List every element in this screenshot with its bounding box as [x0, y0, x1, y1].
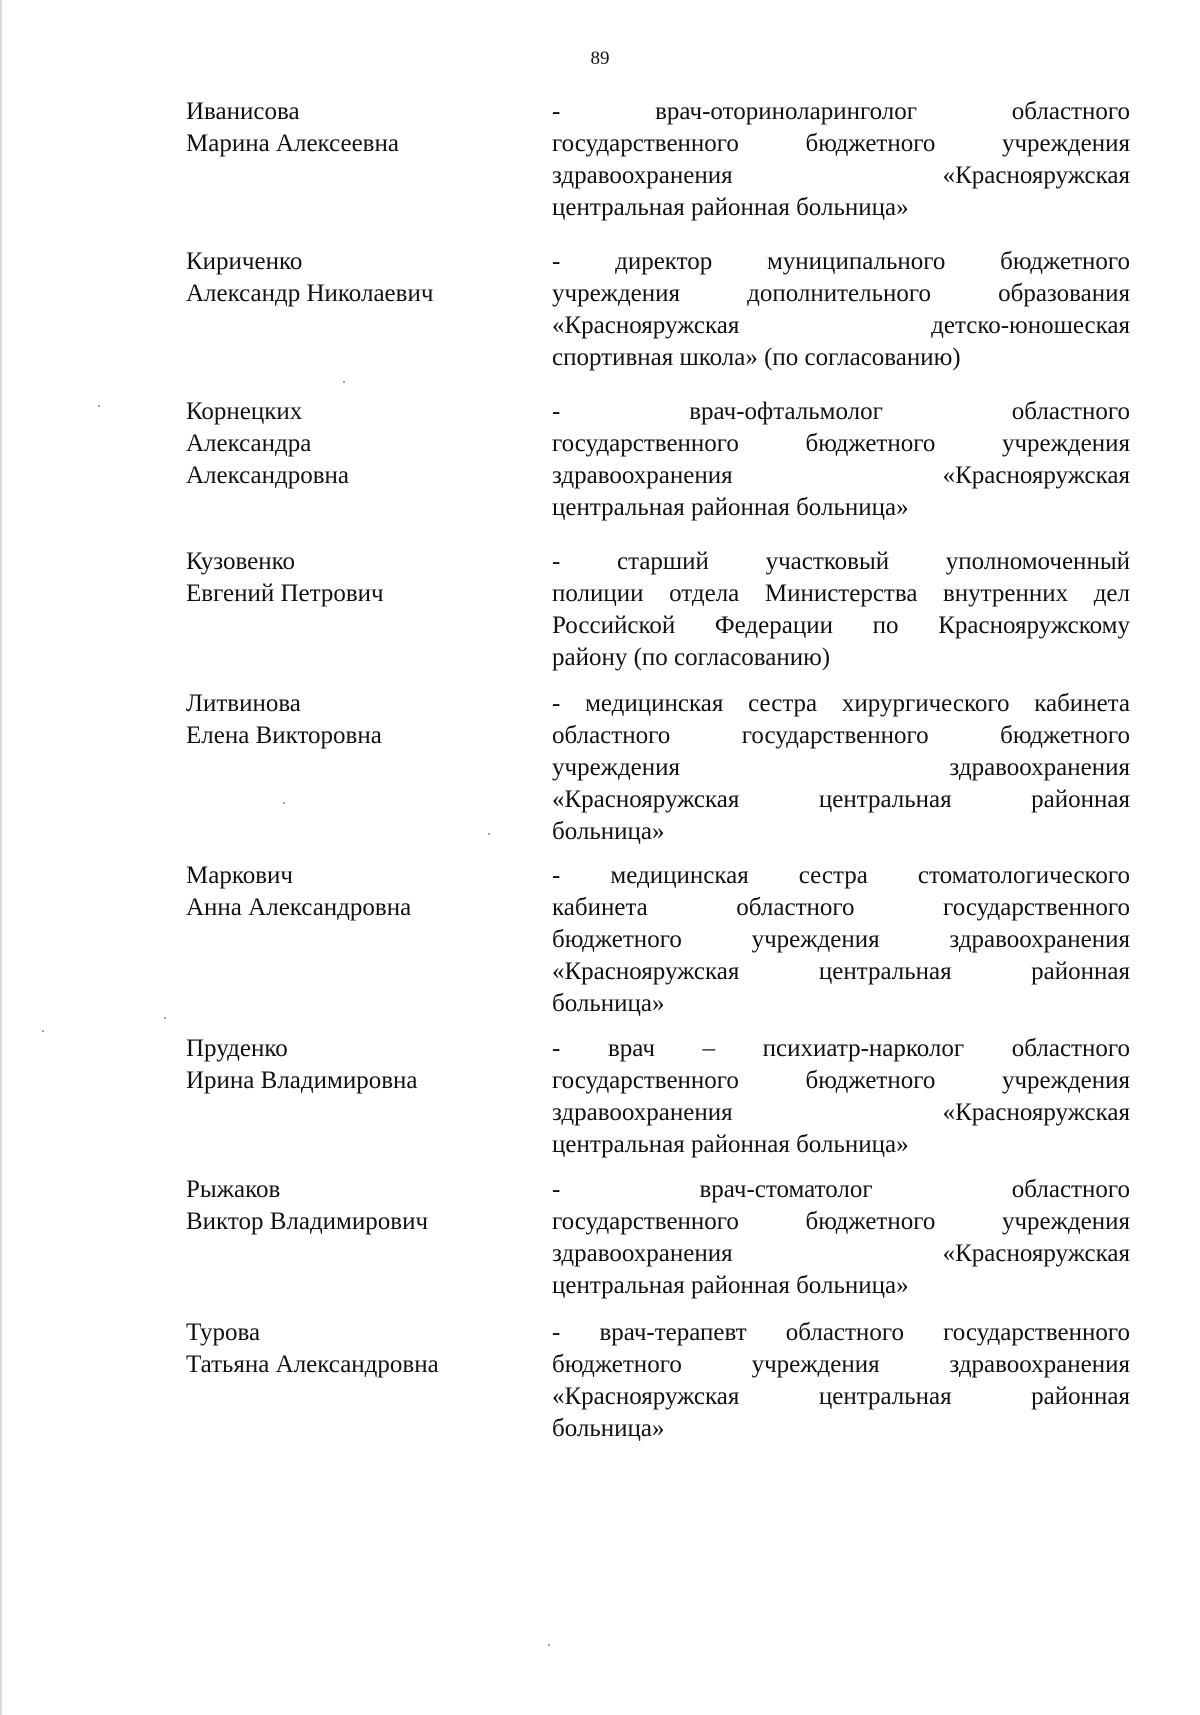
- position-line: здравоохранения «Краснояружская: [552, 1099, 1130, 1126]
- person-name: [186, 96, 526, 160]
- position-line: больница»: [552, 990, 665, 1017]
- position-line: центральная районная больница»: [552, 494, 909, 521]
- position-line: полиции отдела Министерства внутренних дел: [552, 580, 1130, 607]
- position-line: - медицинская сестра хирургического кабинета: [552, 690, 1130, 717]
- surname: Иванисова: [186, 98, 300, 125]
- position-line: - директор муниципального бюджетного: [552, 248, 1130, 275]
- person-position: [552, 688, 1130, 848]
- position-line: центральная районная больница»: [552, 1131, 909, 1158]
- position-line: - старший участковый уполномоченный: [552, 548, 1130, 575]
- position-line: государственного бюджетного учреждения: [552, 1067, 1130, 1094]
- page-number: 89: [590, 48, 610, 69]
- position-line: кабинета областного государственного: [552, 894, 1130, 921]
- position-line: - врач-стоматолог областного: [552, 1176, 1130, 1203]
- person-position: [552, 96, 1130, 224]
- position-line: «Краснояружская центральная районная: [552, 1383, 1130, 1410]
- given-names: Александр Николаевич: [186, 280, 434, 307]
- position-line: больница»: [552, 1415, 665, 1442]
- position-line: «Краснояружская центральная районная: [552, 958, 1130, 985]
- scan-speck: [343, 381, 345, 383]
- surname: Рыжаков: [186, 1176, 281, 1203]
- person-position: [552, 546, 1130, 674]
- person-position: [552, 860, 1130, 1020]
- position-line: здравоохранения «Краснояружская: [552, 1240, 1130, 1267]
- position-line: «Краснояружская центральная районная: [552, 786, 1130, 813]
- position-line: бюджетного учреждения здравоохранения: [552, 926, 1130, 953]
- given-names: Марина Алексеевна: [186, 130, 399, 157]
- scan-speck: [164, 1017, 166, 1019]
- given-names: Евгений Петрович: [186, 580, 384, 607]
- given-names: Елена Викторовна: [186, 722, 382, 749]
- person-position: [552, 396, 1130, 524]
- position-line: учреждения здравоохранения: [552, 754, 1130, 781]
- surname: Корнецких: [186, 398, 303, 425]
- given-names: Татьяна Александровна: [186, 1351, 439, 1378]
- surname: Турова: [186, 1319, 261, 1346]
- position-line: - медицинская сестра стоматологического: [552, 862, 1130, 889]
- person-name: [186, 1174, 526, 1238]
- position-line: - врач-оториноларинголог областного: [552, 98, 1130, 125]
- scan-speck: [283, 802, 285, 804]
- position-line: государственного бюджетного учреждения: [552, 1208, 1130, 1235]
- person-name: [186, 246, 526, 310]
- position-line: здравоохранения «Краснояружская: [552, 462, 1130, 489]
- position-line: областного государственного бюджетного: [552, 722, 1130, 749]
- surname: Кириченко: [186, 248, 303, 275]
- person-position: [552, 1317, 1130, 1445]
- position-line: государственного бюджетного учреждения: [552, 430, 1130, 457]
- position-line: государственного бюджетного учреждения: [552, 130, 1130, 157]
- position-line: району (по согласованию): [552, 644, 831, 671]
- person-name: [186, 1033, 526, 1097]
- position-line: бюджетного учреждения здравоохранения: [552, 1351, 1130, 1378]
- position-line: учреждения дополнительного образования: [552, 280, 1130, 307]
- person-name: [186, 546, 526, 610]
- given-names: Анна Александровна: [186, 894, 412, 921]
- position-line: - врач-терапевт областного государственного: [552, 1319, 1130, 1346]
- position-line: центральная районная больница»: [552, 194, 909, 221]
- person-name: [186, 860, 526, 924]
- given-names: Александра: [186, 430, 312, 457]
- position-line: больница»: [552, 818, 665, 845]
- surname: Литвинова: [186, 690, 301, 717]
- scan-speck: [548, 1644, 550, 1646]
- given-names: Виктор Владимирович: [186, 1208, 429, 1235]
- position-line: - врач-офтальмолог областного: [552, 398, 1130, 425]
- person-name: [186, 688, 526, 752]
- given-names: Ирина Владимировна: [186, 1067, 418, 1094]
- surname: Кузовенко: [186, 548, 296, 575]
- person-name: [186, 396, 526, 492]
- patronymic: Александровна: [186, 462, 350, 489]
- surname: Маркович: [186, 862, 293, 889]
- position-line: Российской Федерации по Краснояружскому: [552, 612, 1130, 639]
- scan-speck: [42, 1030, 44, 1032]
- page-left-edge: [0, 0, 2, 1715]
- scan-speck: [98, 405, 100, 407]
- position-line: центральная районная больница»: [552, 1272, 909, 1299]
- person-position: [552, 1033, 1130, 1161]
- position-line: - врач – психиатр-нарколог областного: [552, 1035, 1130, 1062]
- person-position: [552, 246, 1130, 374]
- position-line: «Краснояружская детско-юношеская: [552, 312, 1130, 339]
- person-name: [186, 1317, 526, 1381]
- position-line: здравоохранения «Краснояружская: [552, 162, 1130, 189]
- position-line: спортивная школа» (по согласованию): [552, 344, 961, 371]
- person-position: [552, 1174, 1130, 1302]
- scan-speck: [488, 833, 490, 835]
- surname: Пруденко: [186, 1035, 288, 1062]
